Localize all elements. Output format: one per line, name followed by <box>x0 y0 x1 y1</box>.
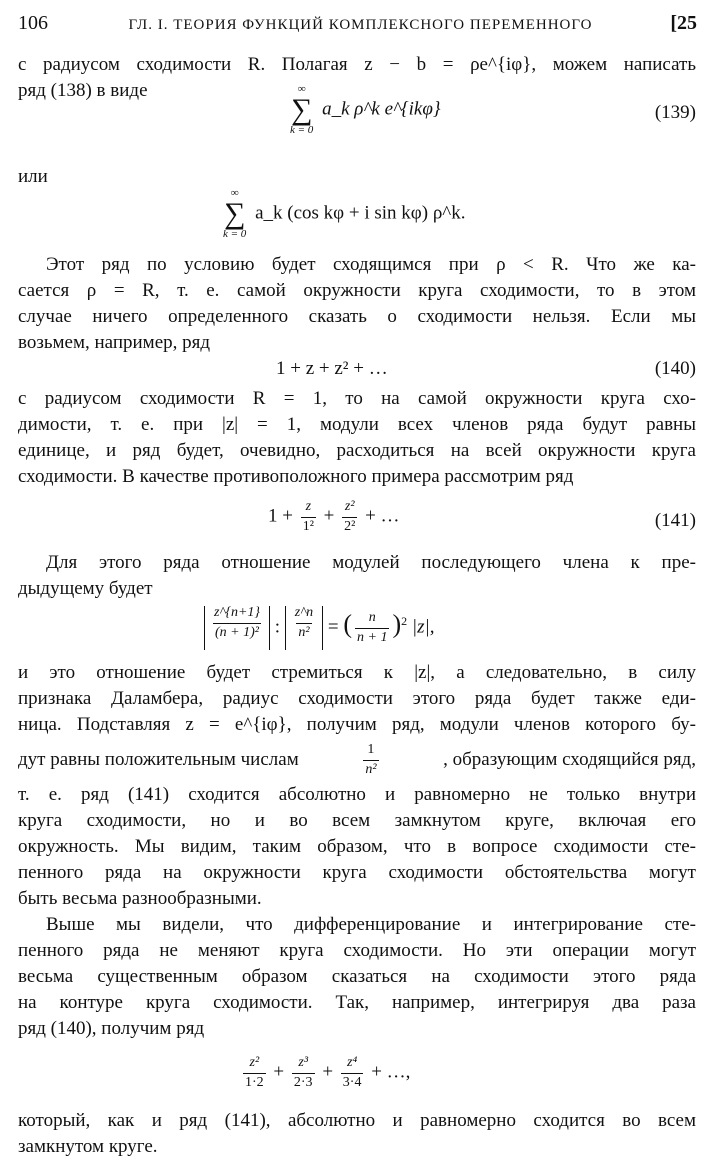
text-line: т. е. ряд (141) сходится абсолютно и равномерно не только внутри <box>18 784 696 805</box>
equation-expression: a_k ρ^k e^{ikφ} <box>322 98 441 120</box>
equation-ratio <box>18 602 696 660</box>
text-line: Для этого ряда отношение модулей последующего члена к пре- <box>46 552 696 573</box>
fraction: $\frac{z}{\text{1²}}$ <box>302 499 314 534</box>
running-title: ГЛ. I. ТЕОРИЯ ФУНКЦИЙ КОМПЛЕКСНОГО ПЕРЕМЕННОГО <box>128 17 593 33</box>
equation-body <box>276 356 388 382</box>
sum-symbol: ∞ ∑ k = 0 <box>290 83 314 136</box>
text-line: быть весьма разнообразными. <box>18 888 262 909</box>
equation-body <box>223 188 465 240</box>
text-line: дыдущему будет <box>18 578 153 599</box>
page-number: 106 <box>18 12 48 34</box>
text-line: круга сходимости, но и во всем замкнутом круге, включая его <box>18 810 696 831</box>
equation-number: (140) <box>654 358 696 379</box>
text-line: весьма существенным образом сказаться на сходимости этого ряда <box>18 966 696 987</box>
equation-141 <box>18 490 696 550</box>
text-line: дут равны положительным числам $\frac{1}{\text{n²}}$ , образующим сходящийся ряд, <box>18 741 696 777</box>
text-line: димости, т. е. при |z| = 1, модули всех членов ряда будут равны <box>18 414 696 435</box>
page-body <box>18 52 696 1160</box>
text-line: ница. Подставляя z = e^{iφ}, получим ряд, модули членов которого бу- <box>18 714 696 735</box>
text-line: с радиусом сходимости R. Полагая z − b = ρe^{iφ}, можем написать <box>18 54 696 75</box>
equation-number: (141) <box>654 510 696 531</box>
sum-symbol: ∞ ∑ k = 0 <box>223 187 247 240</box>
text-line: замкнутом круге. <box>18 1136 158 1157</box>
abs-value: $\frac{z\^{}\{n+1\}}{\text{(n + 1)²}}$ <box>204 606 270 650</box>
text-line: который, как и ряд (141), абсолютно и равномерно сходится во всем <box>18 1110 696 1131</box>
text-line: или <box>18 166 48 187</box>
text-line: ряд (140), получим ряд <box>18 1018 205 1039</box>
fraction: $\frac{\text{z⁴}}{3\cdot 4}$ <box>342 1055 362 1090</box>
text-line: Выше мы видели, что дифференцирование и интегрирование сте- <box>46 914 696 935</box>
equation-body: $\frac{\text{z²}}{1\cdot 2}$ + $\frac{\text{z³}}{2\cdot 3}$ + $\frac{\text{z⁴}}{3\cdot 4}$ + …, <box>245 1055 411 1090</box>
text-line: пенного ряда на окружности круга сходимости обстоятельства могут <box>18 862 696 883</box>
fraction: $\frac{\text{z²}}{\text{2²}}$ <box>344 499 356 534</box>
text-line: и это отношение будет стремиться к |z|, а следовательно, в силу <box>18 662 696 683</box>
text-line: сходимости. В качестве противоположного примера рассмотрим ряд <box>18 466 574 487</box>
section-number: [25 <box>670 12 697 34</box>
equation-integrated-series <box>18 1042 696 1108</box>
text-line: окружность. Мы видим, таким образом, что в вопросе сходимости сте- <box>18 836 696 857</box>
equation-body: 1 + $\frac{z}{\text{1²}}$ + $\frac{\text{z²}}{\text{2²}}$ + … <box>268 499 400 534</box>
text-line: пенного ряда не меняют круга сходимости. Но эти операции могут <box>18 940 696 961</box>
abs-value: $\frac{z\^{}n}{\text{n²}}$ <box>285 606 323 650</box>
text-line: признака Даламбера, радиус сходимости этого ряда будет также еди- <box>18 688 696 709</box>
text-line: на контуре круга сходимости. Так, например, интегрируя два раза <box>18 992 696 1013</box>
fraction: $\frac{n}{n + 1}$ <box>357 609 388 645</box>
text-line: Этот ряд по условию будет сходящимся при ρ < R. Что же ка- <box>46 254 696 275</box>
text-line: с радиусом сходимости R = 1, то на самой окружности круга схо- <box>18 388 696 409</box>
equation-body: $\frac{z\^{}\{n+1\}}{\text{(n + 1)²}}$ : $\frac{z\^{}n}{\text{n²}}$ = ( $\frac{n}{n + 1}$ )$^2$ |z|, <box>204 606 435 650</box>
equation-expression: a_k (cos kφ + i sin kφ) ρ^k. <box>255 202 466 224</box>
equation-body <box>290 84 440 136</box>
text-line: случае ничего определенного сказать о сходимости нельзя. Если мы <box>18 306 696 327</box>
text-line: сается ρ = R, т. е. самой окружности круга сходимости, то в этом <box>18 280 696 301</box>
fraction: $\frac{\text{z²}}{1\cdot 2}$ <box>245 1055 264 1090</box>
text-line: возьмем, например, ряд <box>18 332 211 353</box>
equation-139-expanded <box>18 187 696 252</box>
text-line: ряд (138) в виде <box>18 80 148 101</box>
fraction: $\frac{1}{\text{n²}}$ <box>365 741 377 777</box>
equation-140 <box>18 356 696 386</box>
text-line: единице, и ряд будет, очевидно, расходиться на всей окружности круга <box>18 440 696 461</box>
equation-number: (139) <box>654 102 696 123</box>
fraction: $\frac{\text{z³}}{2\cdot 3}$ <box>293 1055 313 1090</box>
equation-expression: 1 + z + z² + … <box>276 358 388 379</box>
page-header <box>18 10 697 36</box>
